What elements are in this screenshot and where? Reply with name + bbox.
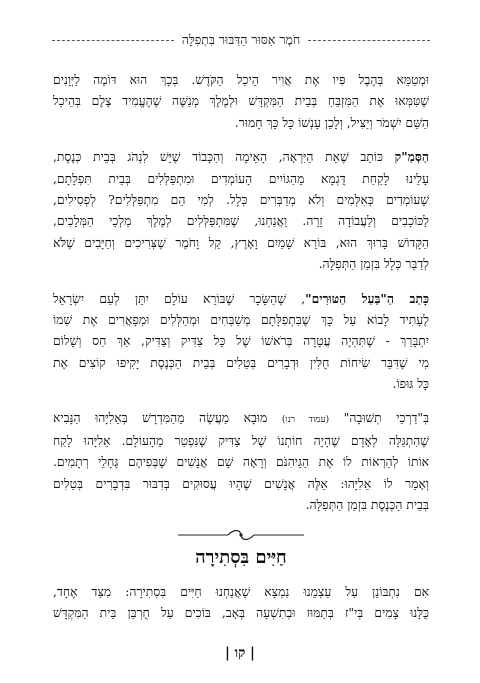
text-line: לֶעָתִיד לָבוֹא עַל כָּךְ שֶׁבִּתְפִלָּתָם מְשַׁבְּחִים וּמְהַלְּלִים וּמְפָאֲרִים אֶת שְׁמוֹ <box>53 312 429 327</box>
text-line: מִי שֶׁדִּבֵּר שִׂיחוֹת חֻלִּין וּדְבָרִים בְּטֵלִים בְּבֵית הַכְּנֶסֶת יָקִיפוּ קוֹצִים אֶת <box>53 355 429 370</box>
source-reference: (עמוד רנו) <box>281 414 330 425</box>
source-name: בְּ"דַרְכֵי תְשׁוּבָה" <box>343 410 429 425</box>
header-rule-left <box>52 40 174 41</box>
text-line: אִם נִתְבּוֹנֵן עַל עַצְמֵנוּ נִמְצָא שֶׁאֲנַחְנוּ חַיִּים בִּסְתִירָה: מִצַּד אֶחָד, <box>53 584 429 599</box>
text-line: וּמְטַמֵּא בְּהֶבֶל פִּיו אֶת אֲוִיר הֵיכַל הַקֹּדֶשׁ. בְּכָךְ הוּא דּוֹמֶה לַיְּוָנִים <box>53 73 429 87</box>
text-line: וְאָמַר לוֹ אֵלִיָּהוּ: אֵלֶּה אֲנָשִׁים שֶׁהָיוּ עֲסוּקִים בְּדִבּוּר בִּדְבָרִים בְּטֵלִים <box>53 476 429 491</box>
ornamental-divider <box>53 529 429 541</box>
text-line <box>53 408 429 431</box>
paragraph-1 <box>53 70 429 134</box>
section-heading: חַיִּים בִּסְתִירָה <box>195 546 287 568</box>
source-name: כָּתַב הַ"בַּעַל הַטּוּרִים" <box>305 290 429 306</box>
text-line <box>53 288 429 310</box>
paragraph-2 <box>53 146 429 275</box>
source-name: הַסְּמַ"ק <box>394 149 429 165</box>
text-line: יִתְבָּרַךְ - שֶׁתִּהְיֶה עֲטָרָה בְּרֹאשׁוֹ שֶׁל כָּל צַדִּיק וְצַדִּיק, אַךְ חַס וְשָׁלוֹם <box>53 334 429 349</box>
header-rule-right <box>308 40 430 41</box>
text-line: בְּבֵית הַכְּנֶסֶת בִּזְמַן הַתְּפִלָּה. <box>305 497 429 512</box>
text-run: מוּבָא מַעֲשֶׂה מֵהַמִּדְרָשׁ בְּאֵלִיָּהוּ הַנָּבִיא <box>53 410 282 425</box>
text-line: אוֹתוֹ לְהַרְאוֹת לוֹ אֶת הַגֵּיהִנֹּם וְרָאָה שָׁם אֲנָשִׁים שֶׁבְּפִיהֶם גֶּחָלֵי רְתָמִים. <box>53 455 429 470</box>
text-line: לַכּוֹכָבִים וְלַעֲבוֹדָה זָרָה. וַאֲנַחְנוּ, שֶׁמִּתְפַּלְּלִים לְמֶלֶךְ מַלְכֵי הַמְּלָכִים, <box>53 214 429 229</box>
running-header <box>52 30 430 50</box>
text-line <box>53 146 429 168</box>
paragraph-3 <box>53 288 429 395</box>
text-line: שֶׁטִּמְּאוּ אֶת הַמִּזְבֵּחַ בְּבֵית הַמִּקְדָּשׁ וּלְמֶלֶךְ מְנַשֶּׁה שֶׁהֶעֱמִיד צֶלֶם בְּהֵיכַל <box>53 94 429 109</box>
text-run: כּוֹתֵב שֶׁאֵת הַיִּרְאָה, הָאֵימָה וְהַכָּבוֹד שֶׁיֵּשׁ לִנְהֹג בְּבֵית כְּנֶסֶת, <box>53 150 395 165</box>
text-line: לְדַבֵּר כְּלָל בִּזְמַן הַתְּפִלָּה. <box>318 256 429 271</box>
page-body <box>53 70 429 637</box>
header-title: חֹמֶר אִסּוּר הַדִּבּוּר בִּתְפִלָּה <box>181 32 301 47</box>
paragraph-4 <box>53 408 429 516</box>
text-line: הַקָּדוֹשׁ בָּרוּךְ הוּא, בּוֹרֵא שָׁמַיִם וָאָרֶץ, קַל וָחֹמֶר שֶׁצְּרִיכִים וְחַיָּבִים שֶׁלֹּא <box>53 235 429 250</box>
text-line: עָלֵינוּ לָקַחַת דֻּגְמָא מֵהַגּוֹיִים הָעוֹמְדִים וּמִתְפַּלְּלִים בְּבֵית תִּפְלָתָם, <box>53 171 429 186</box>
text-line: שֶׁהִתְגַּלָּה לְאָדָם שֶׁהָיָה חוֹתְנוֹ שֶׁל צַדִּיק שֶׁנִּפְטַר מֵהָעוֹלָם. אֵלִיָּהוּ לָקַח <box>53 433 429 448</box>
text-line: שֶׁעוֹמְדִים כְּאִלְּמִים וְלֹא מְדַבְּרִים כְּלָל. לְמִי הֵם מִתְפַּלְּלִים? לְפְסִילִים, <box>53 192 429 207</box>
flourish-divider-icon <box>176 529 306 541</box>
text-run: , שֶׁהַשָּׂכָר שֶׁבּוֹרֵא עוֹלָם יִתֵּן לְעַם יִשְׂרָאֵל <box>53 291 306 306</box>
page-number: | קו | <box>225 645 255 661</box>
paragraph-5 <box>53 582 429 625</box>
text-line: הַשֵּׁם יִשְׁמֹר וְיַצִּיל, וְלָכֵן עָנְשׁוֹ כָּל כָּךְ חָמוּר. <box>234 115 429 130</box>
text-line: כֻּלָּנוּ צָמִים בְּי"ז בְּתַמּוּז וּבְתִשְׁעָה בְּאָב, בּוֹכִים עַל חֻרְבַּן בֵּית הַמִּקְדָּשׁ <box>53 605 429 620</box>
text-line: כָּל גּוּפוֹ. <box>392 376 429 391</box>
